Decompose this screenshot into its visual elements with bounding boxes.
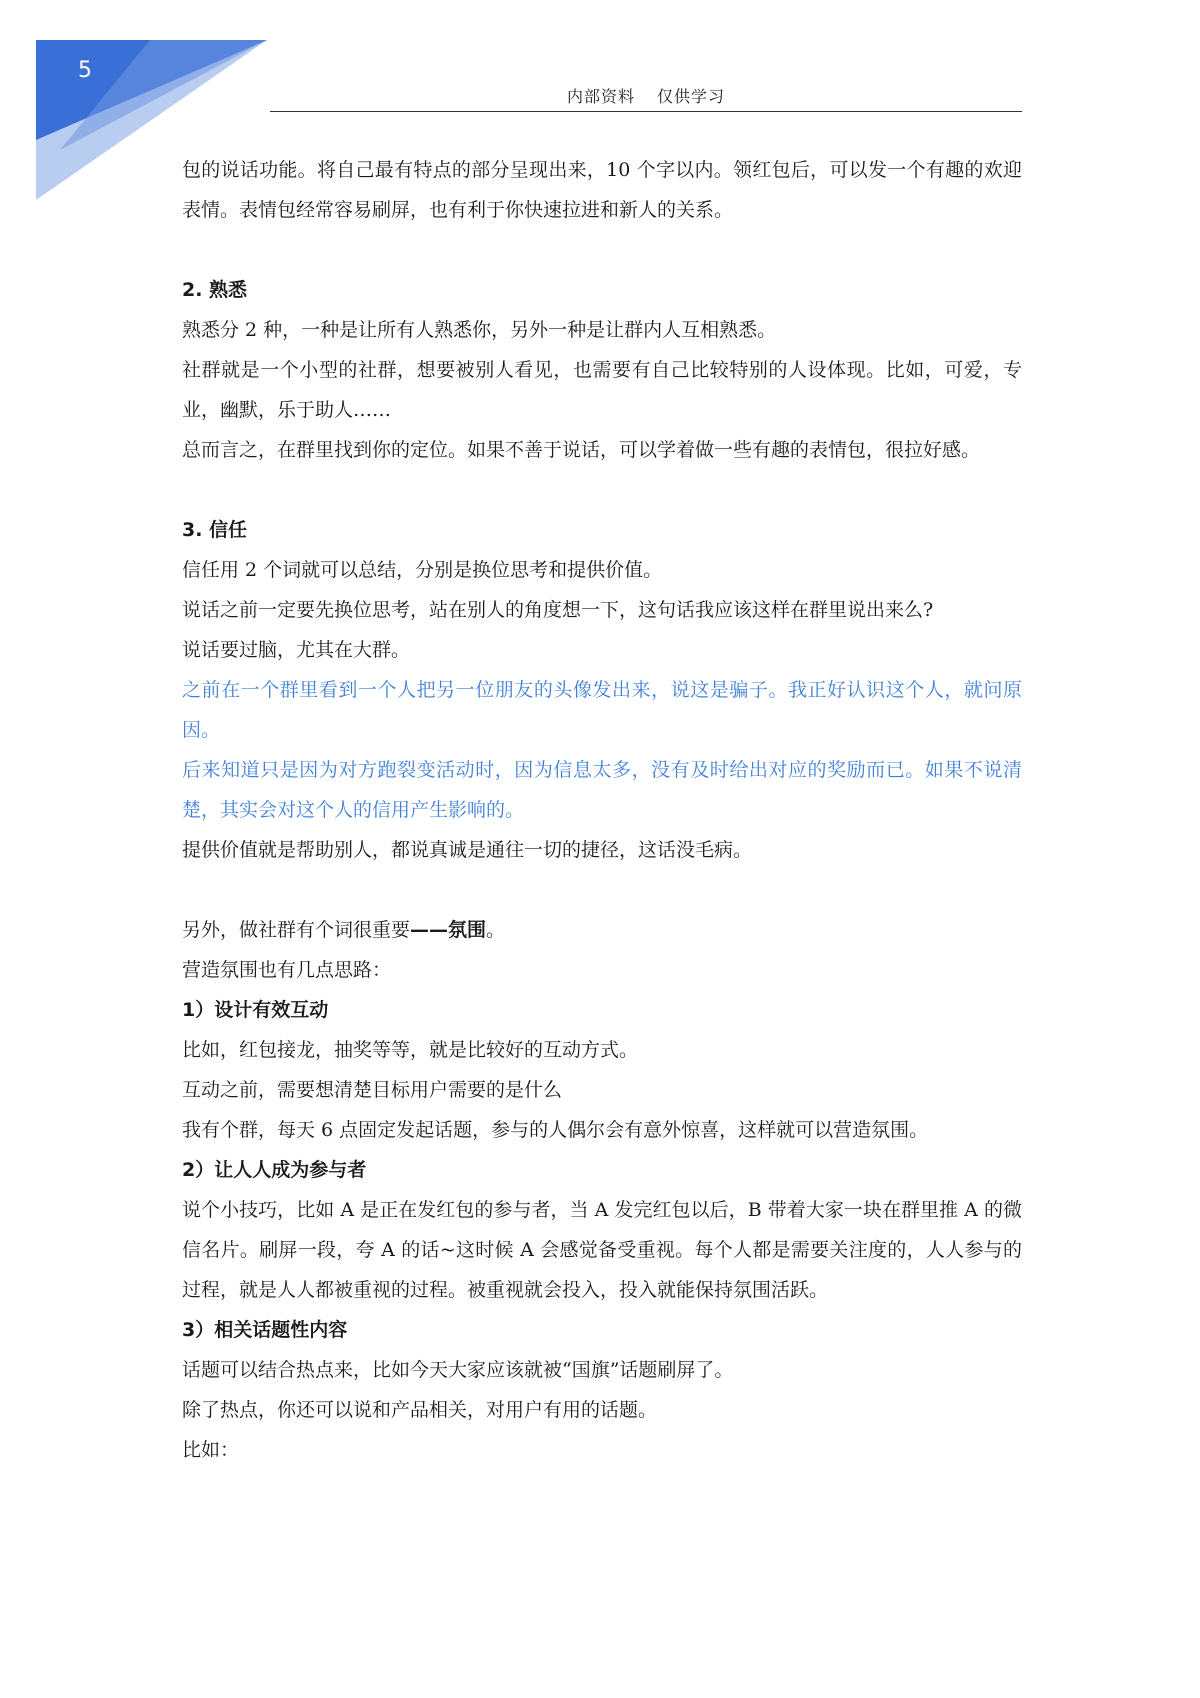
paragraph: 熟悉分 2 种，一种是让所有人熟悉你，另外一种是让群内人互相熟悉。	[182, 319, 777, 341]
page-number: 5	[78, 58, 92, 83]
paragraph: 提供价值就是帮助别人，都说真诚是通往一切的捷径，这话没毛病。	[182, 839, 753, 861]
highlighted-paragraph: 之前在一个群里看到一个人把另一位朋友的头像发出来，说这是骗子。我正好认识这个人，就问原因。	[182, 679, 1022, 741]
paragraph: 说个小技巧，比如 A 是正在发红包的参与者，当 A 发完红包以后，B 带着大家一块在群里推 A 的微信名片。刷屏一段，夸 A 的话~这时候 A 会感觉备受重视。每个人都是需要关注度的，人人参与的过程，就是人人都被重视的过程。被重视就会投入，投入就能保持氛围活跃。	[182, 1199, 1022, 1301]
paragraph: 话题可以结合热点来，比如今天大家应该就被“国旗”话题刷屏了。	[182, 1359, 734, 1381]
atmosphere-keyword: ——氛围	[410, 919, 487, 941]
paragraph: 比如，红包接龙，抽奖等等，就是比较好的互动方式。	[182, 1039, 639, 1061]
atmosphere-lead: 另外，做社群有个词很重要	[182, 919, 411, 941]
paragraph: 信任用 2 个词就可以总结，分别是换位思考和提供价值。	[182, 559, 663, 581]
subsection-interaction-heading: 1）设计有效互动	[182, 999, 329, 1021]
paragraph: 总而言之，在群里找到你的定位。如果不善于说话，可以学着做一些有趣的表情包，很拉好感。	[182, 439, 981, 461]
document-body	[182, 150, 1022, 1470]
subsection-participant-heading: 2）让人人成为参与者	[182, 1159, 367, 1181]
paragraph: 我有个群，每天 6 点固定发起话题，参与的人偶尔会有意外惊喜，这样就可以营造氛围。	[182, 1119, 929, 1141]
paragraph: 社群就是一个小型的社群，想要被别人看见，也需要有自己比较特别的人设体现。比如，可爱，专业，幽默，乐于助人……	[182, 359, 1022, 421]
paragraph: 说话之前一定要先换位思考，站在别人的角度想一下，这句话我应该这样在群里说出来么?	[182, 599, 934, 621]
paragraph: 比如：	[182, 1439, 240, 1461]
subsection-topic-heading: 3）相关话题性内容	[182, 1319, 348, 1341]
paragraph: 互动之前，需要想清楚目标用户需要的是什么	[182, 1079, 563, 1101]
atmosphere-end: 。	[486, 919, 506, 941]
highlighted-paragraph: 后来知道只是因为对方跑裂变活动时，因为信息太多，没有及时给出对应的奖励而已。如果不说清楚，其实会对这个人的信用产生影响的。	[182, 759, 1022, 821]
page-header	[270, 84, 1022, 107]
section-familiar-heading: 2. 熟悉	[182, 279, 248, 301]
section-trust-heading: 3. 信任	[182, 519, 248, 541]
paragraph: 说话要过脑，尤其在大群。	[182, 639, 411, 661]
header-rule	[270, 111, 1022, 112]
paragraph: 除了热点，你还可以说和产品相关，对用户有用的话题。	[182, 1399, 658, 1421]
paragraph: 营造氛围也有几点思路：	[182, 959, 392, 981]
atmosphere-intro	[182, 910, 1022, 950]
intro-paragraph: 包的说话功能。将自己最有特点的部分呈现出来，10 个字以内。领红包后，可以发一个有趣的欢迎表情。表情包经常容易刷屏，也有利于你快速拉进和新人的关系。	[182, 159, 1022, 221]
header-label-study: 仅供学习	[657, 87, 726, 106]
header-label-internal: 内部资料	[566, 87, 635, 106]
